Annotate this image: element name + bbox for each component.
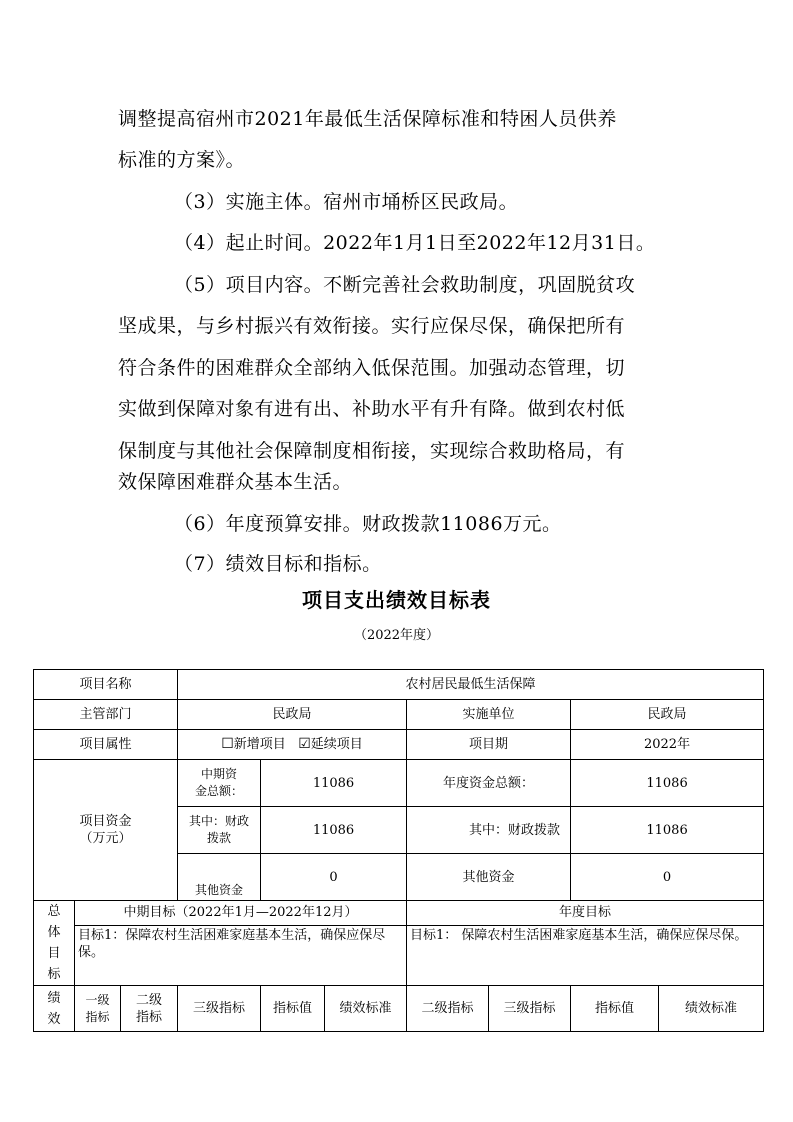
content-paragraph-line-4: 实做到保障对象有进有出、补助水平有升有降。做到农村低 xyxy=(118,398,626,420)
level2-indicator-header xyxy=(121,986,178,1032)
performance-char-2: 效 xyxy=(47,1011,61,1027)
level2-header-line2: 指标 xyxy=(135,1009,162,1025)
table-title: 项目支出绩效目标表 xyxy=(302,588,491,612)
project-funds-label-line1: 项目资金 xyxy=(79,814,132,829)
mid-goal-text: 目标1：保障农村生活困难家庭基本生活，确保应保尽保。 xyxy=(75,925,407,985)
project-funds-label xyxy=(34,760,178,901)
mid-total-value: 11086 xyxy=(261,760,407,807)
paragraph-line-1: 调整提高宿州市2021年最低生活保障标准和特困人员供养 xyxy=(118,108,617,130)
project-funds-label-line2: （万元） xyxy=(79,831,132,846)
project-name-row xyxy=(34,670,764,700)
fiscal-mid-value: 11086 xyxy=(261,807,407,854)
project-period-value: 2022年 xyxy=(571,730,764,760)
implementing-unit-value: 民政局 xyxy=(571,700,764,730)
implementer-paragraph: （3）实施主体。宿州市埇桥区民政局。 xyxy=(174,191,519,213)
project-attribute-label: 项目属性 xyxy=(34,730,178,760)
implementing-unit-label: 实施单位 xyxy=(407,700,571,730)
indicator-header-row xyxy=(34,986,764,1032)
other-annual-value: 0 xyxy=(571,854,764,901)
content-paragraph-line-6: 效保障困难群众基本生活。 xyxy=(118,471,353,493)
mid-total-label-line1: 中期资 xyxy=(200,767,237,781)
performance-char-1: 绩 xyxy=(47,990,61,1006)
checked-box-icon: ☑ xyxy=(298,736,311,752)
fiscal-mid-label-line2: 拨款 xyxy=(206,831,231,845)
annual-value-header: 指标值 xyxy=(571,986,659,1032)
annual-goal-header: 年度目标 xyxy=(407,901,764,926)
goal-header-row xyxy=(34,901,764,926)
overall-goal-char-2: 体 xyxy=(47,925,61,940)
annual-level3-header: 三级指标 xyxy=(489,986,571,1032)
project-name-label: 项目名称 xyxy=(34,670,178,700)
performance-target-table xyxy=(33,669,764,1032)
goals-paragraph: （7）绩效目标和指标。 xyxy=(174,553,382,575)
funds-total-row xyxy=(34,760,764,807)
project-period-label: 项目期 xyxy=(407,730,571,760)
annual-standard-header: 绩效标准 xyxy=(659,986,764,1032)
table-subtitle: （2022年度） xyxy=(353,628,440,643)
option-new-project: 新增项目 xyxy=(233,737,286,752)
level1-header-line2: 指标 xyxy=(85,1009,110,1024)
annual-total-label: 年度资金总额： xyxy=(407,760,571,807)
fiscal-mid-label xyxy=(178,807,261,854)
option-continuing-project: 延续项目 xyxy=(310,737,363,752)
department-row xyxy=(34,700,764,730)
mid-total-label xyxy=(178,760,261,807)
annual-goal-text: 目标1： 保障农村生活困难家庭基本生活，确保应保尽保。 xyxy=(407,925,764,985)
other-mid-value: 0 xyxy=(261,854,407,901)
annual-total-value: 11086 xyxy=(571,760,764,807)
attribute-row xyxy=(34,730,764,760)
paragraph-line-2: 标准的方案》。 xyxy=(118,149,246,171)
fiscal-annual-label: 其中：财政拨款 xyxy=(407,807,571,854)
performance-label xyxy=(34,986,75,1032)
level1-indicator-header xyxy=(75,986,121,1032)
level1-header-line1: 一级 xyxy=(85,992,110,1007)
department-label: 主管部门 xyxy=(34,700,178,730)
unchecked-box-icon: ☐ xyxy=(221,736,234,752)
annual-level2-header: 二级指标 xyxy=(407,986,489,1032)
overall-goal-char-1: 总 xyxy=(47,904,61,919)
content-paragraph-line-3: 符合条件的困难群众全部纳入低保范围。加强动态管理，切 xyxy=(118,357,626,379)
mid-total-label-line2: 金总额： xyxy=(194,784,243,798)
project-attribute-options xyxy=(178,730,407,760)
goal-text-row xyxy=(34,925,764,985)
department-value: 民政局 xyxy=(178,700,407,730)
content-paragraph-line-5: 保制度与其他社会保障制度相衔接，实现综合救助格局，有 xyxy=(118,440,626,462)
mid-goal-header: 中期目标（2022年1月—2022年12月） xyxy=(75,901,407,926)
other-mid-label: 其他资金 xyxy=(178,854,261,901)
fiscal-annual-value: 11086 xyxy=(571,807,764,854)
overall-goal-char-4: 标 xyxy=(47,967,61,982)
performance-standard-header: 绩效标准 xyxy=(325,986,407,1032)
period-paragraph: （4）起止时间。2022年1月1日至2022年12月31日。 xyxy=(174,232,656,254)
fiscal-mid-label-line1: 其中：财政 xyxy=(188,814,249,828)
other-annual-label: 其他资金 xyxy=(407,854,571,901)
overall-goal-label xyxy=(34,901,75,986)
project-name-value: 农村居民最低生活保障 xyxy=(178,670,764,700)
content-paragraph-line-1: （5）项目内容。不断完善社会救助制度，巩固脱贫攻 xyxy=(174,274,636,296)
content-paragraph-line-2: 坚成果，与乡村振兴有效衔接。实行应保尽保，确保把所有 xyxy=(118,315,626,337)
indicator-value-header: 指标值 xyxy=(261,986,325,1032)
budget-paragraph: （6）年度预算安排。财政拨款11086万元。 xyxy=(174,513,562,535)
overall-goal-char-3: 目 xyxy=(47,946,61,961)
level3-indicator-header: 三级指标 xyxy=(178,986,261,1032)
level2-header-line1: 二级 xyxy=(135,992,162,1008)
